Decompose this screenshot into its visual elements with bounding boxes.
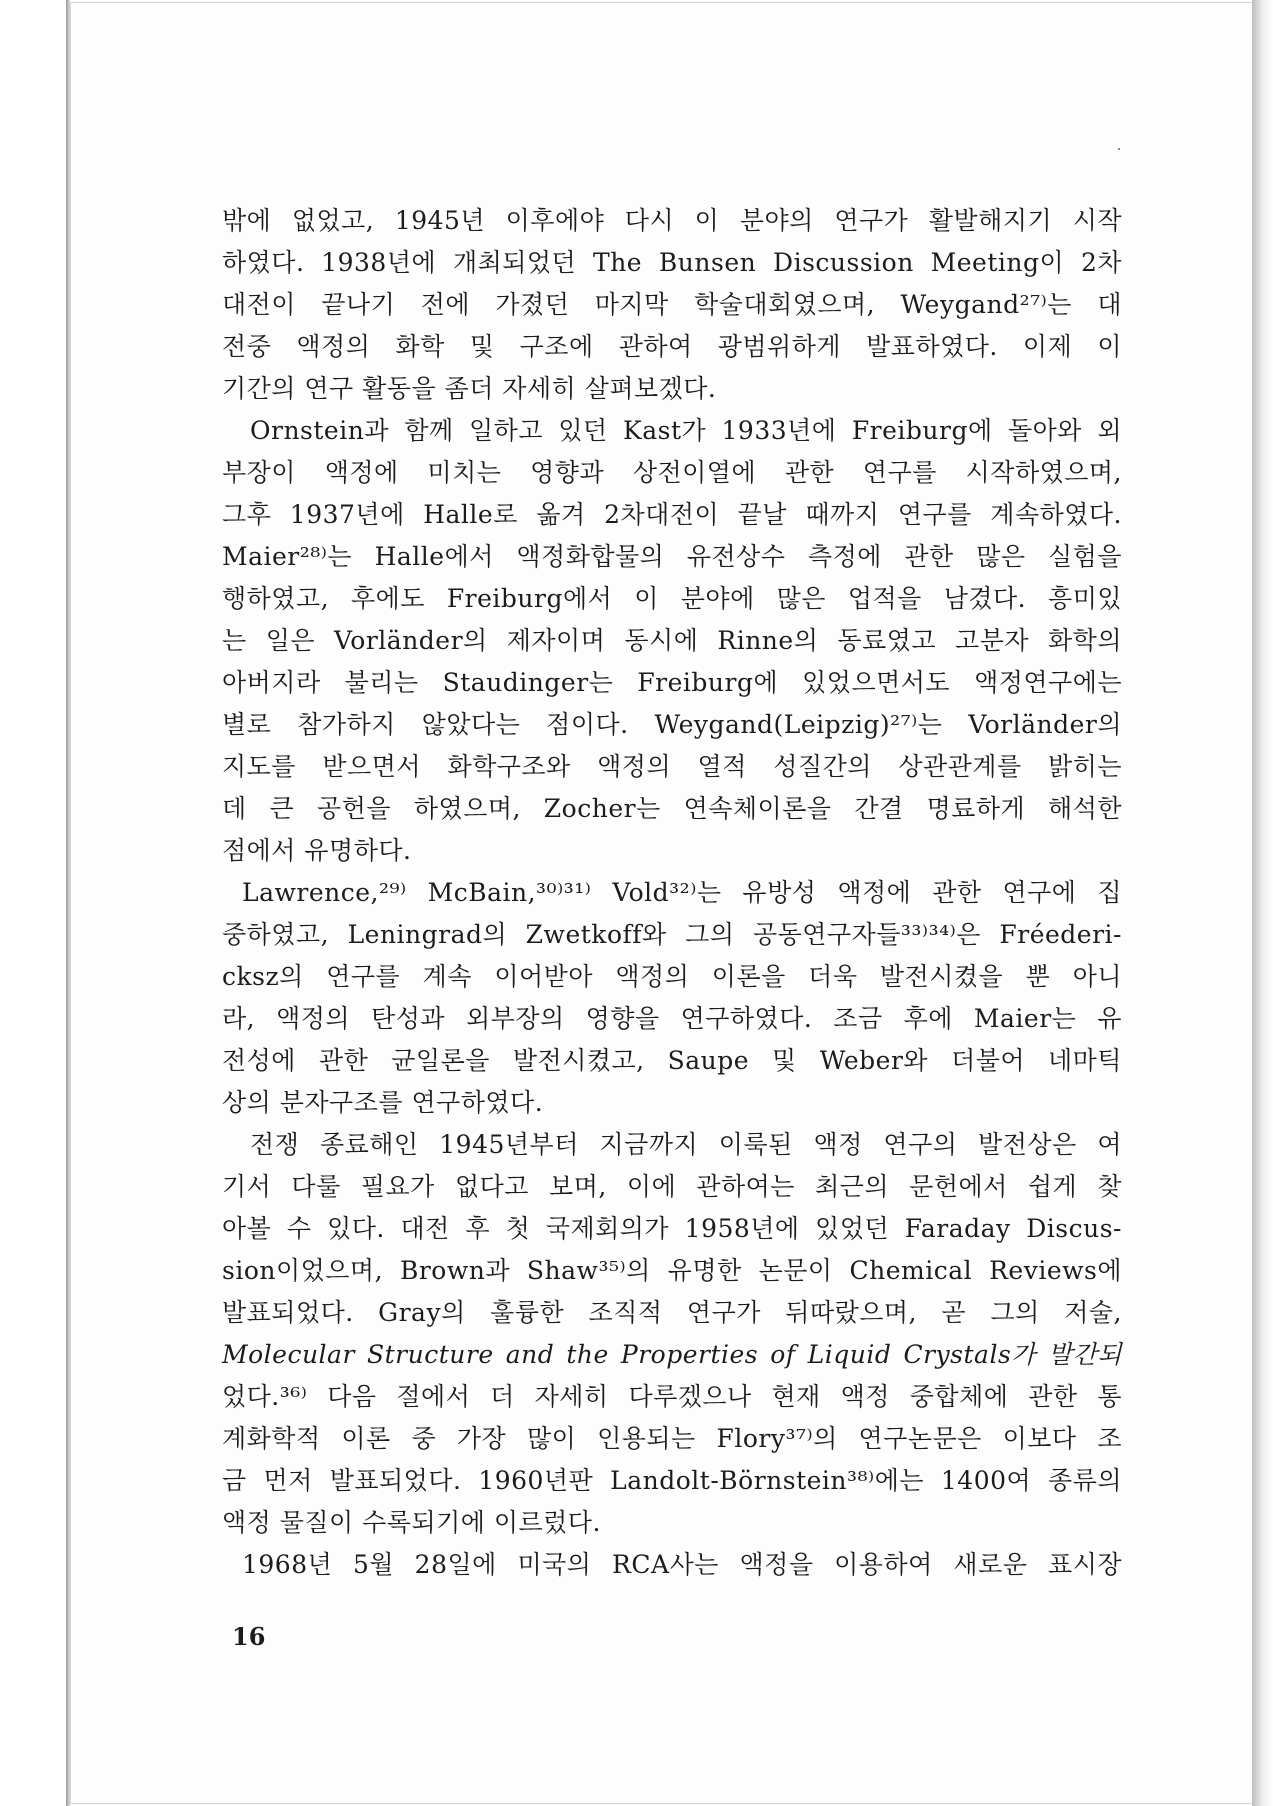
text-line-4: 전중 액정의 화학 및 구조에 관하여 광범위하게 발표하였다. 이제 이 xyxy=(222,332,1122,361)
text-line-10: 행하였고, 후에도 Freiburg에서 이 분야에 많은 업적을 남겼다. 흥미있 xyxy=(222,584,1122,613)
text-line-18: 중하였고, Leningrad의 Zwetkoff와 그의 공동연구자들³³⁾³⁴⁾은 Fréederi- xyxy=(222,920,1122,949)
text-line-8: 그후 1937년에 Halle로 옮겨 2차대전이 끝날 때까지 연구를 계속하였다. xyxy=(222,500,1122,529)
text-line-9: Maier²⁸⁾는 Halle에서 액정화합물의 유전상수 측정에 관한 많은 실험을 xyxy=(222,542,1122,571)
text-line-28: Molecular Structure and the Properties of Liquid Crystals가 발간되 xyxy=(222,1340,1122,1369)
text-line-16: 점에서 유명하다. xyxy=(222,836,412,865)
text-line-17: Lawrence,²⁹⁾ McBain,³⁰⁾³¹⁾ Vold³²⁾는 유방성 액정에 관한 연구에 집 xyxy=(242,878,1122,907)
text-line-24: 기서 다룰 필요가 없다고 보며, 이에 관하여는 최근의 문헌에서 쉽게 찾 xyxy=(222,1172,1122,1201)
text-line-26: sion이었으며, Brown과 Shaw³⁵⁾의 유명한 논문이 Chemical Reviews에 xyxy=(222,1256,1122,1285)
text-line-13: 별로 참가하지 않았다는 점이다. Weygand(Leipzig)²⁷⁾는 Vorländer의 xyxy=(222,710,1122,739)
text-line-22: 상의 분자구조를 연구하였다. xyxy=(222,1088,544,1117)
text-line-19: cksz의 연구를 계속 이어받아 액정의 이론을 더욱 발전시켰을 뿐 아니 xyxy=(222,962,1122,991)
text-line-5: 기간의 연구 활동을 좀더 자세히 살펴보겠다. xyxy=(222,374,717,403)
text-line-11: 는 일은 Vorländer의 제자이며 동시에 Rinne의 동료였고 고분자 화학의 xyxy=(222,626,1122,655)
text-line-3: 대전이 끝나기 전에 가졌던 마지막 학술대회였으며, Weygand²⁷⁾는 대 xyxy=(222,290,1122,319)
text-line-23: 전쟁 종료해인 1945년부터 지금까지 이룩된 액정 연구의 발전상은 여 xyxy=(250,1130,1122,1159)
text-line-1: 밖에 없었고, 1945년 이후에야 다시 이 분야의 연구가 활발해지기 시작 xyxy=(222,206,1122,235)
text-line-31: 금 먼저 발표되었다. 1960년판 Landolt-Börnstein³⁸⁾에는 1400여 종류의 xyxy=(222,1466,1122,1495)
text-line-12: 아버지라 불리는 Staudinger는 Freiburg에 있었으면서도 액정연구에는 xyxy=(222,668,1122,697)
text-line-27: 발표되었다. Gray의 훌륭한 조직적 연구가 뒤따랐으며, 곧 그의 저술, xyxy=(222,1298,1122,1327)
text-line-15: 데 큰 공헌을 하였으며, Zocher는 연속체이론을 간결 명료하게 해석한 xyxy=(222,794,1122,823)
text-line-30: 계화학적 이론 중 가장 많이 인용되는 Flory³⁷⁾의 연구논문은 이보다 조 xyxy=(222,1424,1122,1453)
text-line-21: 전성에 관한 균일론을 발전시켰고, Saupe 및 Weber와 더불어 네마틱 xyxy=(222,1046,1122,1075)
text-line-29: 었다.³⁶⁾ 다음 절에서 더 자세히 다루겠으나 현재 액정 중합체에 관한 통 xyxy=(222,1382,1122,1411)
text-line-33: 1968년 5월 28일에 미국의 RCA사는 액정을 이용하여 새로운 표시장 xyxy=(242,1550,1122,1579)
page-number: 16 xyxy=(232,1622,266,1651)
scan-speck xyxy=(1118,148,1120,150)
text-line-14: 지도를 받으면서 화학구조와 액정의 열적 성질간의 상관관계를 밝히는 xyxy=(222,752,1122,781)
page-right-shadow xyxy=(1252,0,1273,1806)
text-line-32: 액정 물질이 수록되기에 이르렀다. xyxy=(222,1508,601,1537)
text-line-7: 부장이 액정에 미치는 영향과 상전이열에 관한 연구를 시작하였으며, xyxy=(222,458,1122,487)
text-line-25: 아볼 수 있다. 대전 후 첫 국제회의가 1958년에 있었던 Faraday Discus- xyxy=(222,1214,1122,1243)
text-line-2: 하였다. 1938년에 개최되었던 The Bunsen Discussion Meeting이 2차 xyxy=(222,248,1122,277)
text-line-20: 라, 액정의 탄성과 외부장의 영향을 연구하였다. 조금 후에 Maier는 유 xyxy=(222,1004,1122,1033)
text-line-6: Ornstein과 함께 일하고 있던 Kast가 1933년에 Freiburg에 돌아와 외 xyxy=(250,416,1122,445)
